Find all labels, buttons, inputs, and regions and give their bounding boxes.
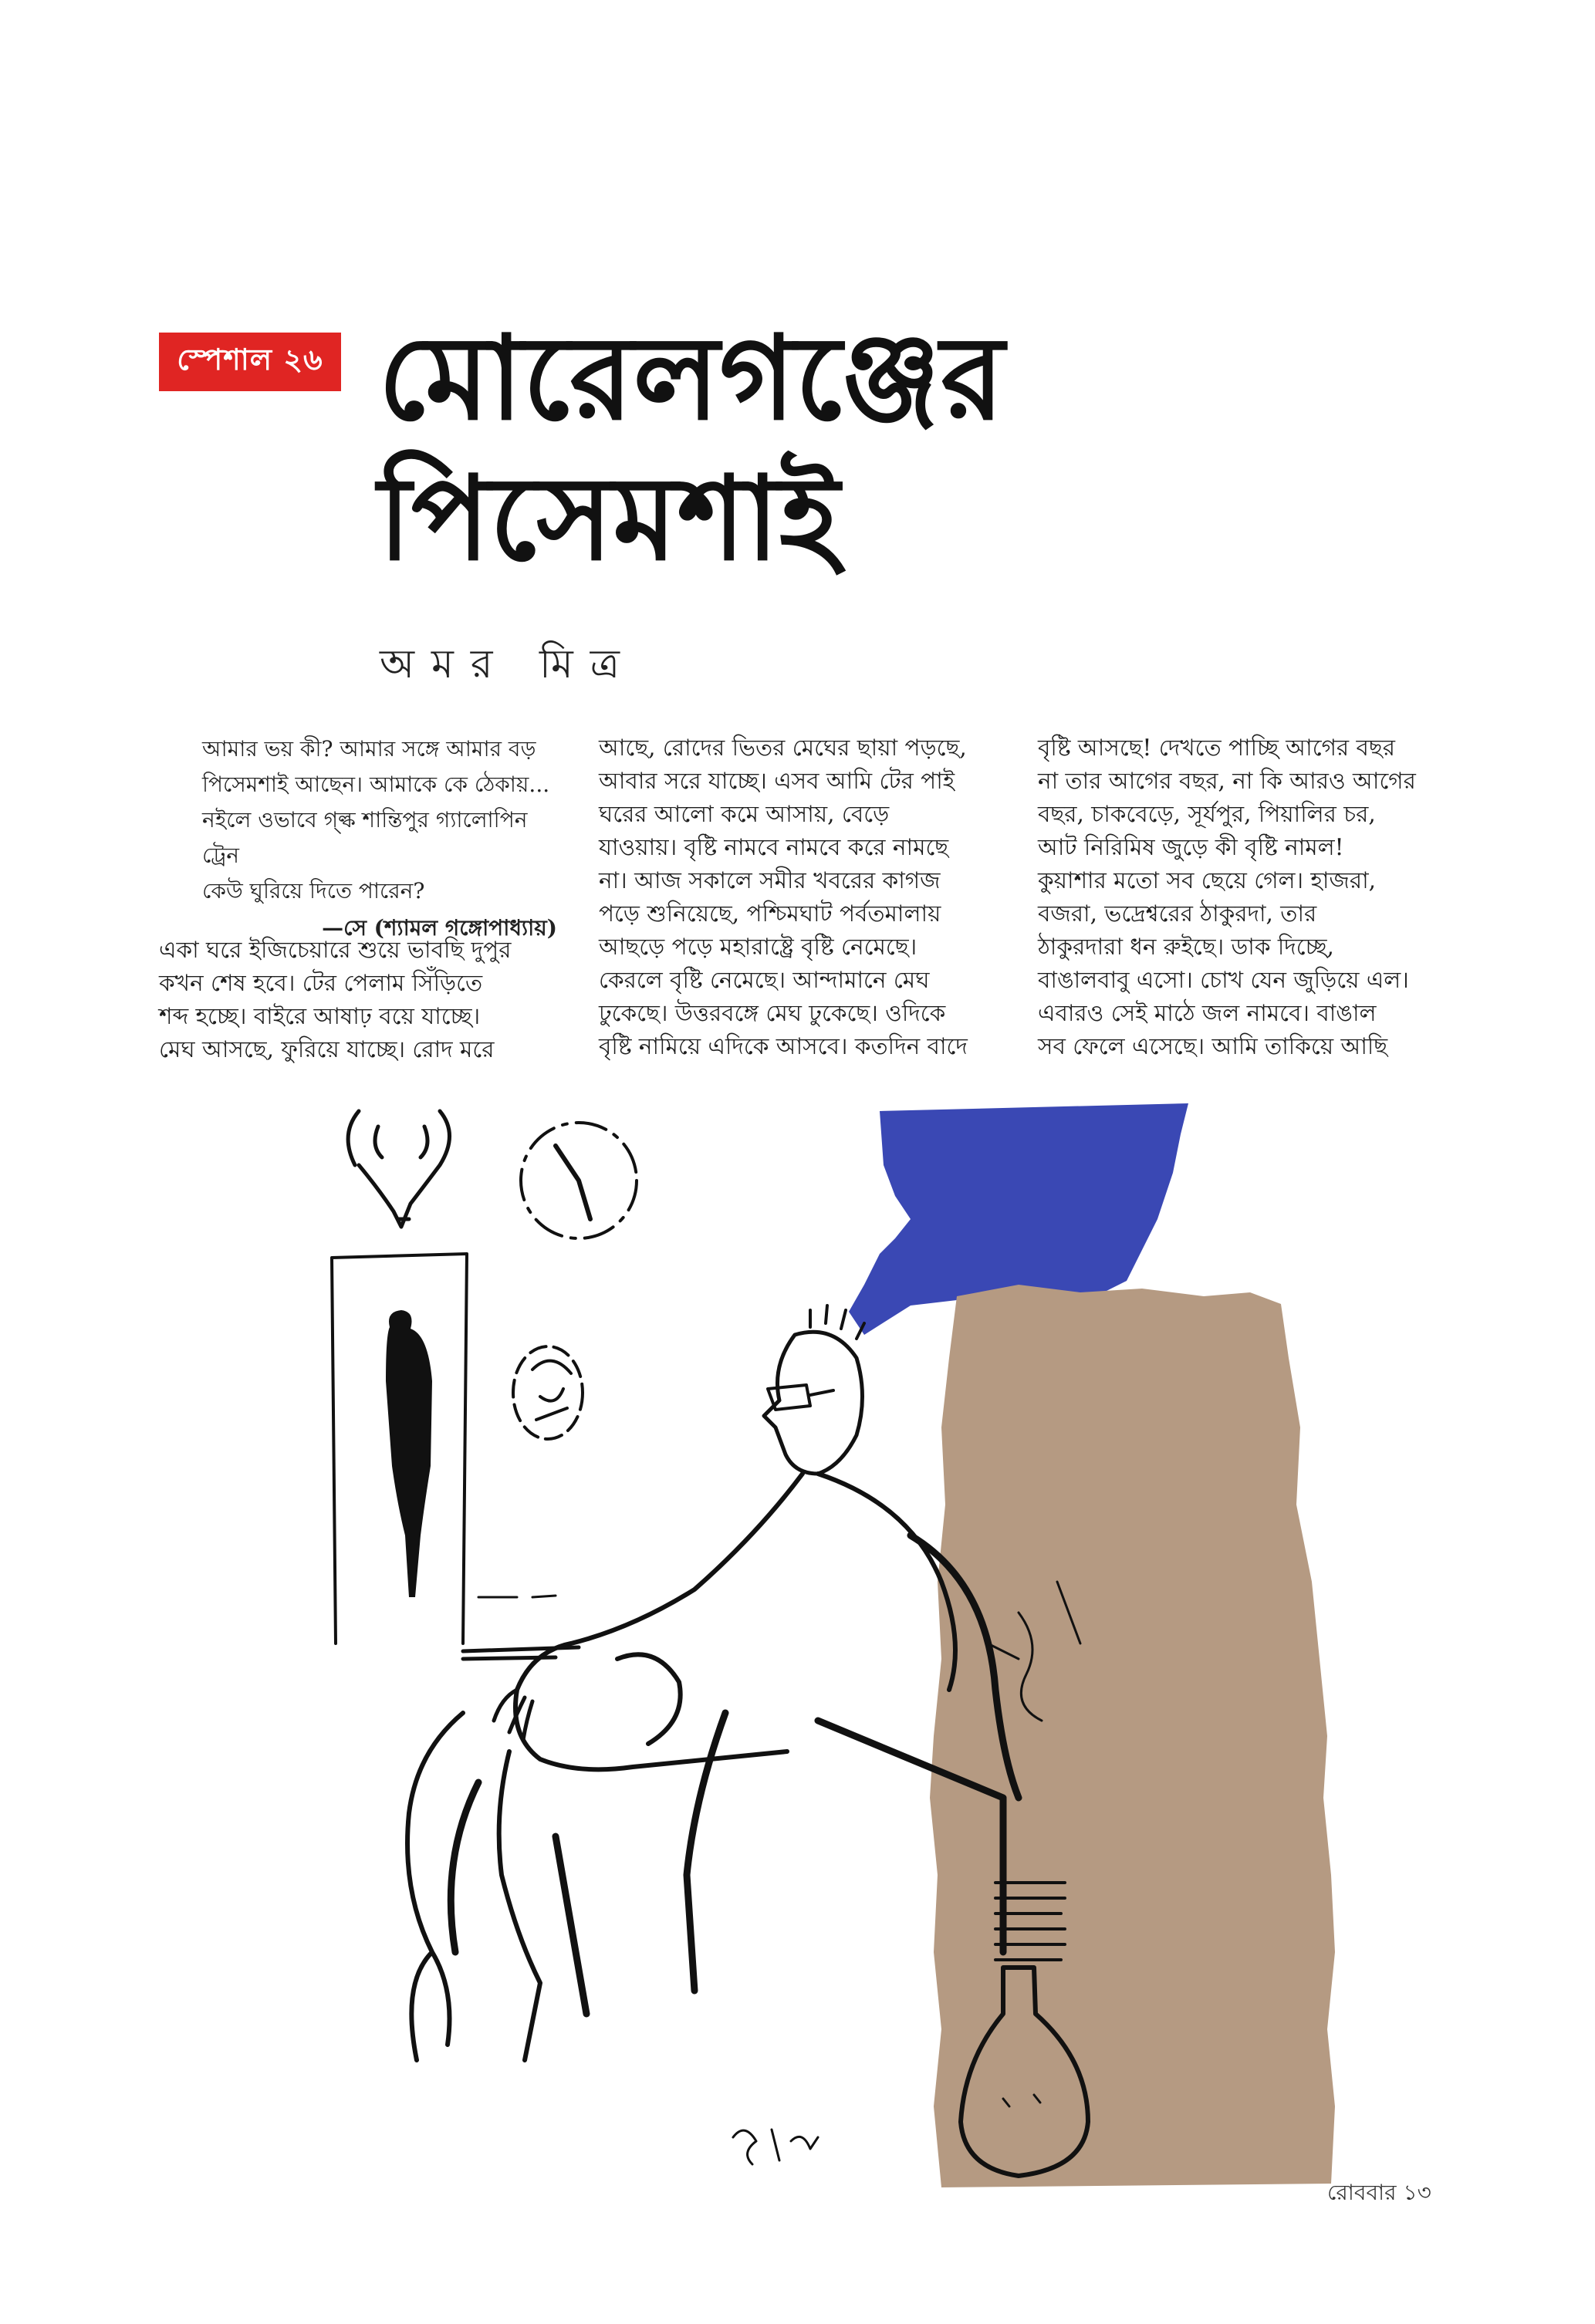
clock-hands [556,1146,590,1219]
text-line: ঠাকুরদারা ধন রুইছে। ডাক দিচ্ছে, [1038,934,1334,960]
epigraph-line: আমার ভয় কী? আমার সঙ্গে আমার বড় [202,736,536,762]
epigraph-source: —সে (শ্যামল গঙ্গোপাধ্যায়) [322,915,557,941]
legs [407,1713,540,2060]
text-line: কেরলে বৃষ্টি নেমেছে। আন্দামানে মেঘ [599,967,930,993]
man-head [764,1332,863,1474]
text-line: কুয়াশার মতো সব ছেয়ে গেল। হাজরা, [1038,867,1377,893]
text-line: বছর, চাকবেড়ে, সূর্যপুর, পিয়ালির চর, [1038,801,1376,827]
kraft-paper-collage [930,1285,1335,2187]
text-line: একা ঘরে ইজিচেয়ারে শুয়ে ভাবছি দুপুর [159,937,512,963]
body-column-3 [1038,731,1455,1063]
text-line: না তার আগের বছর, না কি আরও আগের [1038,768,1416,794]
text-line: ঘরের আলো কমে আসায়, বেড়ে [599,801,890,827]
collage-illustration [324,1103,1404,2191]
artist-signature [733,2130,818,2164]
text-line: এবারও সেই মাঠে জল নামবে। বাঙাল [1038,1000,1377,1026]
page-folio: রোববার ১৩ [1327,2180,1431,2205]
text-line: আবার সরে যাচ্ছে। এসব আমি টের পাই [599,768,955,794]
epigraph-line: কেউ ঘুরিয়ে দিতে পারেন? [202,878,425,904]
text-line: কখন শেষ হবে। টের পেলাম সিঁড়িতে [159,970,483,996]
title-line-1: মোরেলগঞ্জের [378,312,1005,446]
text-line: বজরা, ভদ্রেশ্বরের ঠাকুরদা, তার [1038,900,1317,927]
text-line: আছড়ে পড়ে মহারাষ্ট্রে বৃষ্টি নেমেছে। [599,934,917,960]
epigraph-line: পিসেমশাই আছেন। আমাকে কে ঠেকায়... [202,772,550,797]
hands [463,1647,579,1740]
section-badge: স্পেশাল ২৬ [159,333,341,391]
epigraph [202,731,557,946]
body-column-2 [599,731,1015,1063]
body-column-1 [159,934,576,1066]
text-line: যাওয়ায়। বৃষ্টি নামবে নামবে করে নামছে [599,834,949,860]
text-line: ঢুকেছে। উত্তরবঙ্গে মেঘ ঢুকেছে। ওদিকে [599,1000,946,1026]
title-line-2: পিসেমশাই [378,452,840,586]
text-line: পড়ে শুনিয়েছে, পশ্চিমঘাট পর্বতমালায় [599,900,941,927]
text-line: মেঘ আসছে, ফুরিয়ে যাচ্ছে। রোদ মরে [159,1036,495,1062]
antler-trophy [348,1111,449,1227]
author-byline: অমর মিত্র [380,641,637,687]
standing-figure [386,1310,432,1597]
text-line: আছে, রোদের ভিতর মেঘের ছায়া পড়ছে, [599,735,967,761]
text-line: না। আজ সকালে সমীর খবরের কাগজ [599,867,941,893]
text-line: বৃষ্টি আসছে! দেখতে পাচ্ছি আগের বছর [1038,735,1396,761]
text-line: সব ফেলে এসেছে। আমি তাকিয়ে আছি [1038,1033,1388,1059]
text-line: বাঙালবাবু এসো। চোখ যেন জুড়িয়ে এল। [1038,967,1409,993]
epigraph-line: নইলে ওভাবে গ্ল্ক শান্তিপুর গ্যালোপিন ট্রেন [202,807,528,868]
text-line: আট নিরিমিষ জুড়ে কী বৃষ্টি নামল! [1038,834,1344,860]
text-line: শব্দ হচ্ছে। বাইরে আষাঢ় বয়ে যাচ্ছে। [159,1003,481,1029]
article-title [378,309,1227,589]
man-body [515,1474,955,1769]
text-line: বৃষ্টি নামিয়ে এদিকে আসবে। কতদিন বাদে [599,1033,968,1059]
